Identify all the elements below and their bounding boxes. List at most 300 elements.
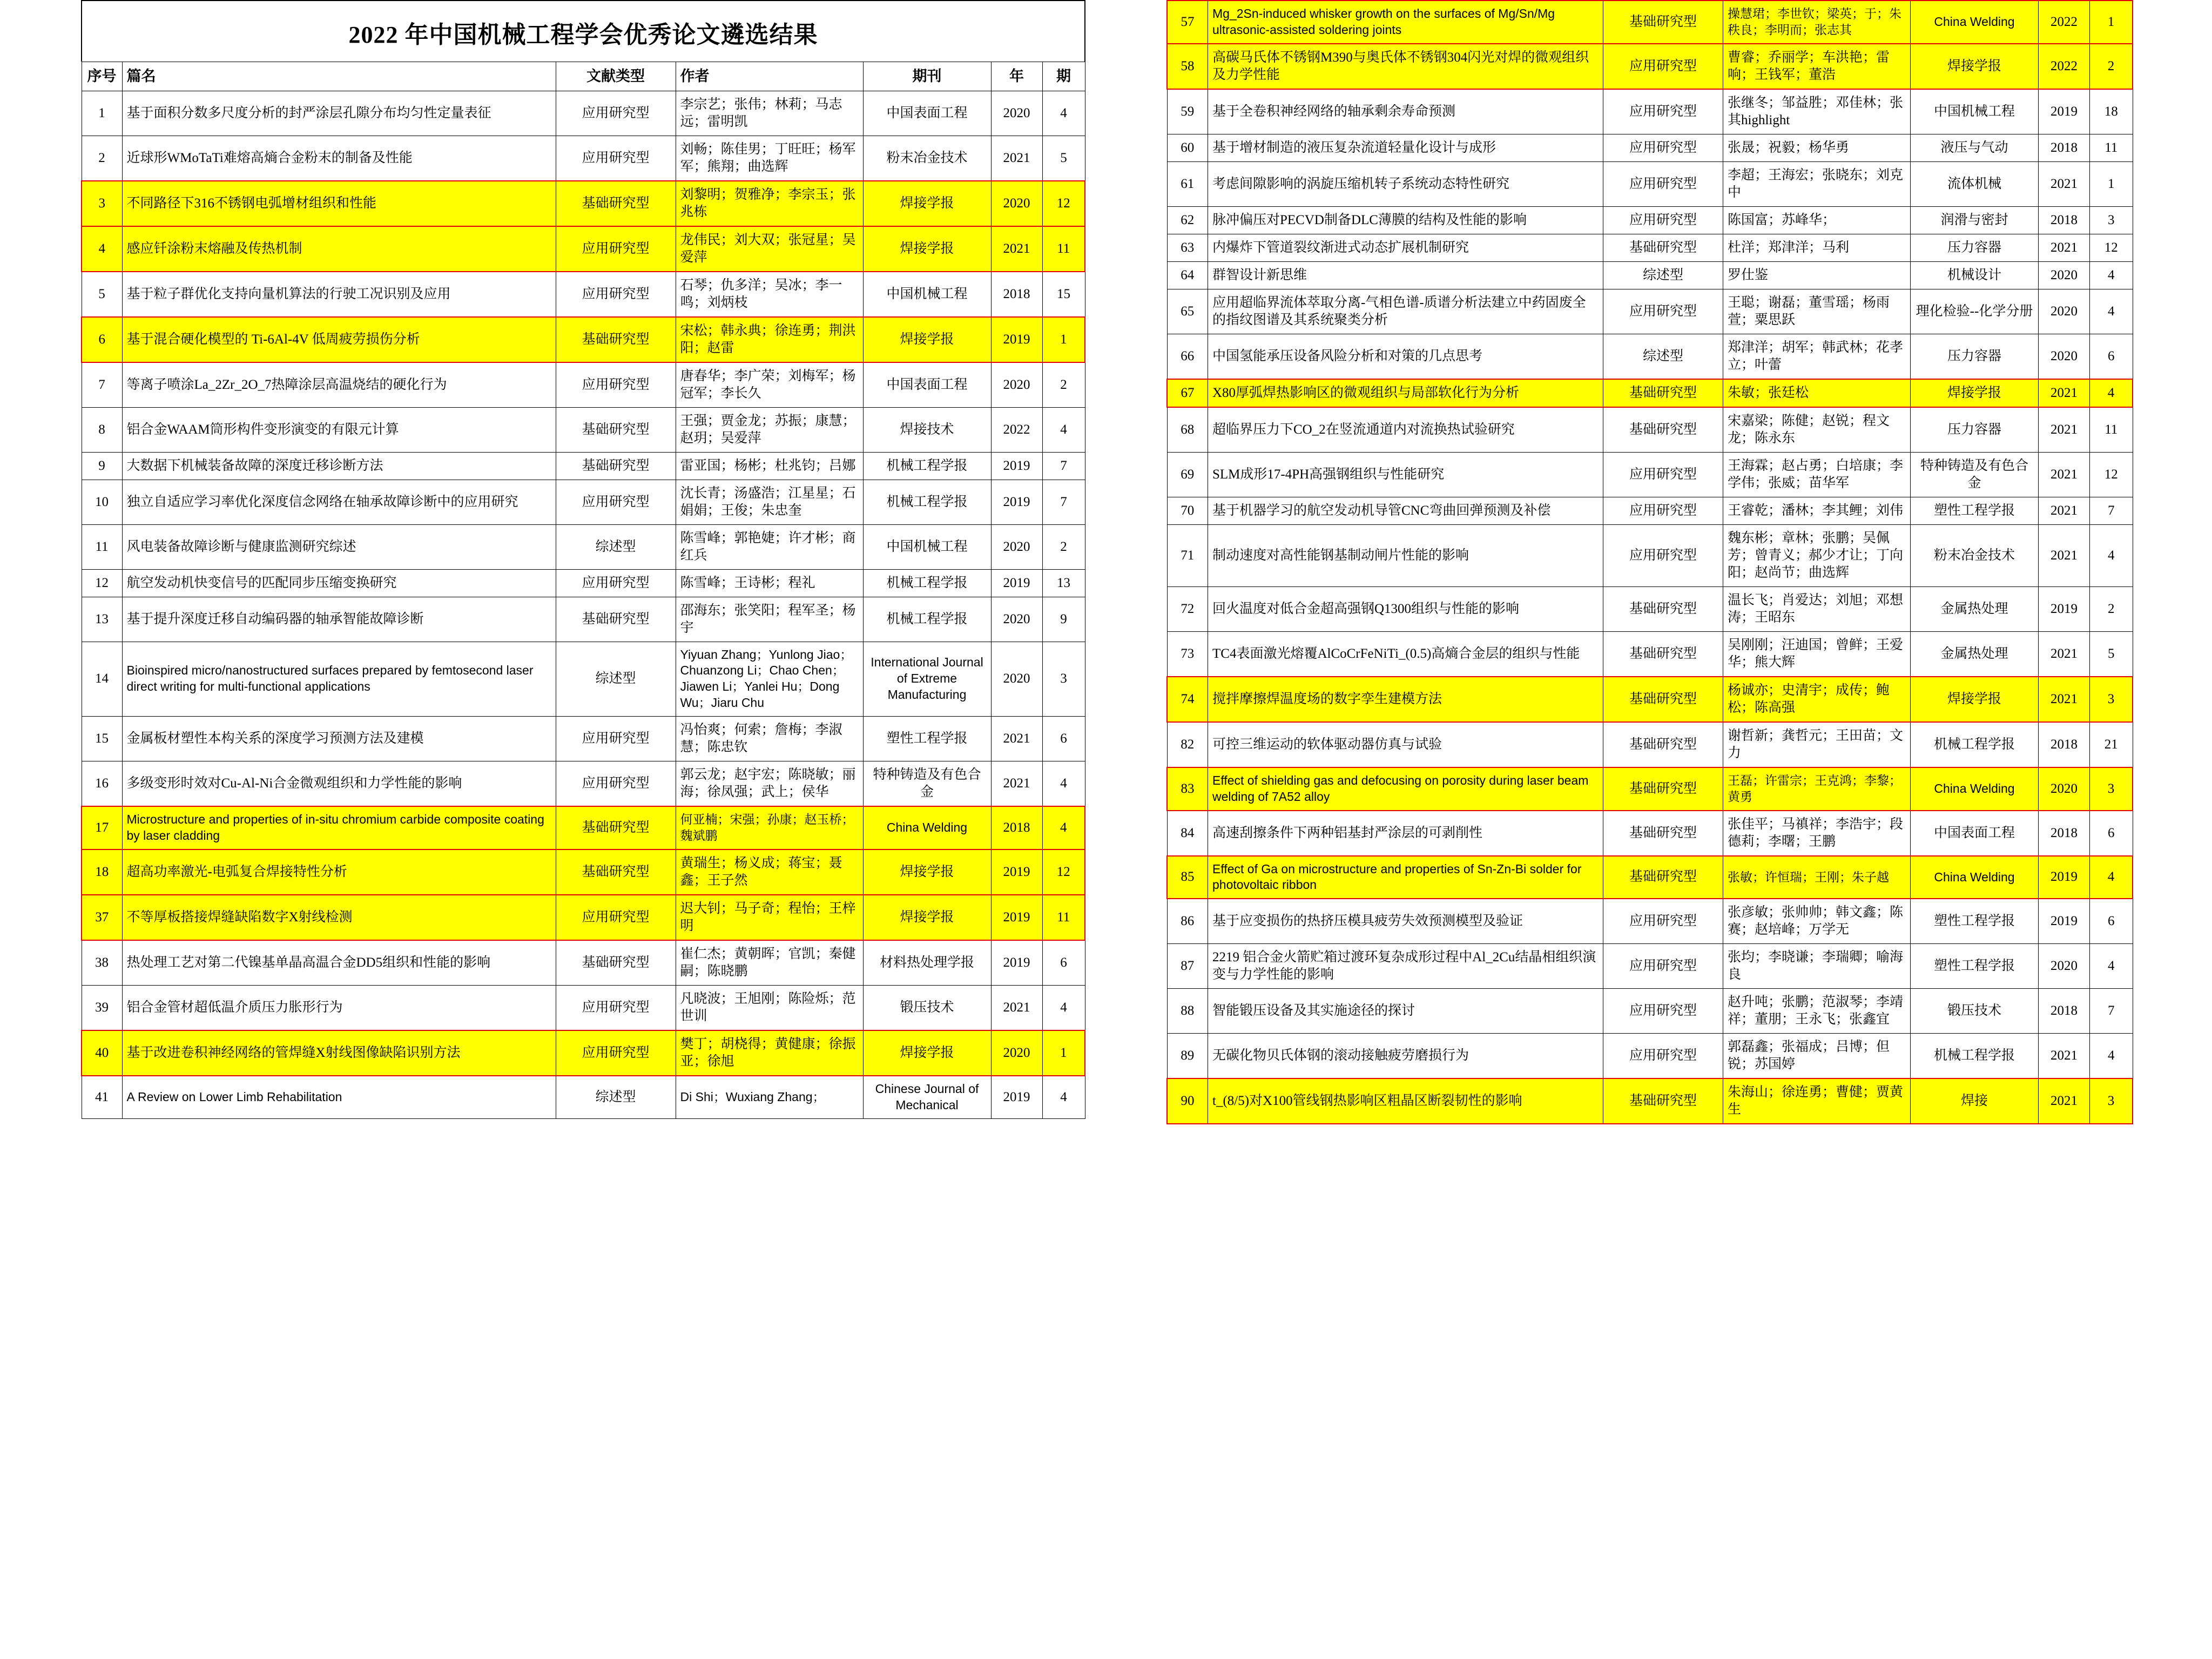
cell-doc-type: 综述型	[1603, 334, 1723, 379]
cell-issue: 13	[1042, 569, 1085, 597]
cell-journal: 焊接学报	[863, 895, 991, 940]
table-row	[82, 317, 1085, 362]
cell-year: 2021	[991, 136, 1042, 181]
cell-journal: China Welding	[1911, 1, 2039, 44]
table-row	[82, 1076, 1085, 1118]
cell-index: 73	[1167, 631, 1208, 677]
cell-paper-title: 基于面积分数多尺度分析的封严涂层孔隙分布均匀性定量表征	[122, 91, 556, 136]
cell-authors: 陈雪峰；王诗彬；程礼	[676, 569, 863, 597]
cell-issue: 3	[2090, 1078, 2133, 1124]
cell-authors: 朱敏；张廷松	[1723, 379, 1911, 407]
cell-authors: 张继冬；邹益胜；邓佳林；张其highlight	[1723, 89, 1911, 134]
cell-year: 2018	[991, 806, 1042, 849]
cell-authors: 宋嘉梁；陈健；赵锐；程文龙；陈永东	[1723, 407, 1911, 453]
cell-year: 2020	[991, 91, 1042, 136]
cell-index: 70	[1167, 497, 1208, 524]
cell-authors: 邵海东；张笑阳；程军圣；杨宇	[676, 597, 863, 642]
table-row	[1167, 944, 2133, 989]
cell-paper-title: 应用超临界流体萃取分离-气相色谱-质谱分析法建立中药固废全的指纹图谱及其系统聚类分析	[1208, 289, 1603, 334]
cell-issue: 4	[1042, 806, 1085, 849]
cell-paper-title: 基于混合硬化模型的 Ti-6Al-4V 低周疲劳损伤分析	[122, 317, 556, 362]
cell-issue: 18	[2090, 89, 2133, 134]
cell-authors: 杜洋；郑津洋；马利	[1723, 234, 1911, 261]
cell-doc-type: 基础研究型	[1603, 677, 1723, 722]
cell-index: 67	[1167, 379, 1208, 407]
cell-journal: 流体机械	[1911, 161, 2039, 206]
cell-year: 2021	[2039, 452, 2090, 497]
table-row	[82, 806, 1085, 849]
cell-authors: 赵升吨；张鹏；范淑琴；李靖祥；董朋；王永飞；张鑫宜	[1723, 989, 1911, 1034]
cell-authors: 王强；贾金龙；苏振；康慧；赵玥；吴爱萍	[676, 407, 863, 452]
cell-year: 2020	[2039, 767, 2090, 811]
cell-index: 11	[82, 524, 122, 569]
cell-journal: 焊接学报	[1911, 44, 2039, 89]
cell-index: 61	[1167, 161, 1208, 206]
cell-journal: 焊接学报	[1911, 677, 2039, 722]
cell-authors: 李宗艺；张伟；林莉；马志远；雷明凯	[676, 91, 863, 136]
cell-year: 2020	[2039, 289, 2090, 334]
cell-issue: 5	[1042, 136, 1085, 181]
table-row	[1167, 1034, 2133, 1079]
cell-journal: 压力容器	[1911, 407, 2039, 453]
cell-paper-title: 群智设计新思维	[1208, 261, 1603, 289]
cell-journal: 特种铸造及有色合金	[863, 761, 991, 807]
cell-year: 2020	[2039, 334, 2090, 379]
column-header-year: 年	[991, 62, 1042, 91]
column-header-title: 篇名	[122, 62, 556, 91]
cell-journal: 机械工程学报	[863, 597, 991, 642]
table-row	[1167, 631, 2133, 677]
cell-journal: 金属热处理	[1911, 631, 2039, 677]
cell-paper-title: 基于粒子群优化支持向量机算法的行驶工况识别及应用	[122, 272, 556, 317]
table-row	[82, 407, 1085, 452]
cell-doc-type: 基础研究型	[556, 597, 676, 642]
cell-journal: 机械工程学报	[863, 569, 991, 597]
cell-paper-title: 无碳化物贝氏体钢的滚动接触疲劳磨损行为	[1208, 1034, 1603, 1079]
page-title: 2022 年中国机械工程学会优秀论文遴选结果	[81, 0, 1085, 62]
cell-index: 6	[82, 317, 122, 362]
cell-index: 13	[82, 597, 122, 642]
table-row	[1167, 989, 2133, 1034]
table-row	[82, 226, 1085, 272]
cell-doc-type: 应用研究型	[556, 717, 676, 761]
cell-issue: 9	[1042, 597, 1085, 642]
left-table-body	[82, 91, 1085, 1118]
cell-year: 2021	[2039, 497, 2090, 524]
cell-doc-type: 基础研究型	[1603, 407, 1723, 453]
cell-paper-title: 不等厚板搭接焊缝缺陷数字X射线检测	[122, 895, 556, 940]
cell-index: 63	[1167, 234, 1208, 261]
cell-paper-title: 基于增材制造的液压复杂流道轻量化设计与成形	[1208, 134, 1603, 161]
column-header-journal: 期刊	[863, 62, 991, 91]
cell-doc-type: 应用研究型	[556, 761, 676, 807]
cell-doc-type: 应用研究型	[556, 136, 676, 181]
cell-issue: 7	[2090, 989, 2133, 1034]
cell-doc-type: 基础研究型	[1603, 722, 1723, 767]
cell-year: 2019	[2039, 89, 2090, 134]
table-row	[1167, 497, 2133, 524]
cell-authors: 罗仕鉴	[1723, 261, 1911, 289]
cell-year: 2018	[2039, 989, 2090, 1034]
cell-journal: 中国机械工程	[863, 524, 991, 569]
cell-issue: 7	[1042, 452, 1085, 480]
cell-issue: 3	[1042, 642, 1085, 717]
cell-year: 2021	[991, 761, 1042, 807]
cell-paper-title: Bioinspired micro/nanostructured surfaces prepared by femtosecond laser direct writing for multi-functional applications	[122, 642, 556, 717]
cell-doc-type: 应用研究型	[1603, 89, 1723, 134]
cell-journal: 焊接学报	[1911, 379, 2039, 407]
cell-journal: 机械工程学报	[1911, 1034, 2039, 1079]
cell-issue: 4	[2090, 856, 2133, 899]
cell-issue: 6	[1042, 940, 1085, 986]
cell-issue: 12	[2090, 234, 2133, 261]
table-row	[1167, 44, 2133, 89]
cell-paper-title: 智能锻压设备及其实施途径的探讨	[1208, 989, 1603, 1034]
cell-paper-title: 2219 铝合金火箭贮箱过渡环复杂成形过程中Al_2Cu结晶相组织演变与力学性能的影响	[1208, 944, 1603, 989]
cell-index: 85	[1167, 856, 1208, 899]
cell-authors: 唐春华；李广荣；刘梅军；杨冠军；李长久	[676, 362, 863, 408]
cell-journal: 中国机械工程	[863, 272, 991, 317]
cell-paper-title: SLM成形17-4PH高强钢组织与性能研究	[1208, 452, 1603, 497]
cell-journal: 焊接学报	[863, 1030, 991, 1076]
table-row	[82, 569, 1085, 597]
cell-journal: 机械工程学报	[863, 452, 991, 480]
cell-index: 4	[82, 226, 122, 272]
cell-journal: 粉末冶金技术	[1911, 524, 2039, 586]
cell-paper-title: 基于全卷积神经网络的轴承剩余寿命预测	[1208, 89, 1603, 134]
cell-authors: 石琴；仇多洋；吴冰；李一鸣；刘炳枝	[676, 272, 863, 317]
cell-issue: 6	[2090, 334, 2133, 379]
cell-journal: 压力容器	[1911, 234, 2039, 261]
table-row	[1167, 524, 2133, 586]
table-row	[1167, 722, 2133, 767]
cell-authors: 王磊；许雷宗；王克鸿；李黎；黄勇	[1723, 767, 1911, 811]
table-row	[82, 272, 1085, 317]
cell-index: 18	[82, 849, 122, 895]
cell-index: 86	[1167, 899, 1208, 944]
cell-authors: 吴刚刚；汪迪国；曾鲜；王爱华；熊大辉	[1723, 631, 1911, 677]
cell-year: 2021	[991, 985, 1042, 1030]
cell-doc-type: 基础研究型	[1603, 811, 1723, 856]
cell-index: 39	[82, 985, 122, 1030]
table-row	[1167, 334, 2133, 379]
right-table-body	[1167, 1, 2133, 1124]
cell-doc-type: 基础研究型	[1603, 586, 1723, 631]
cell-paper-title: 多级变形时效对Cu-Al-Ni合金微观组织和力学性能的影响	[122, 761, 556, 807]
cell-paper-title: 基于机器学习的航空发动机导管CNC弯曲回弹预测及补偿	[1208, 497, 1603, 524]
cell-authors: 迟大钊；马子奇；程怡；王梓明	[676, 895, 863, 940]
cell-doc-type: 基础研究型	[556, 452, 676, 480]
table-row	[82, 597, 1085, 642]
cell-authors: 张敏；许恒瑞；王刚；朱子越	[1723, 856, 1911, 899]
cell-doc-type: 应用研究型	[1603, 44, 1723, 89]
cell-journal: 液压与气动	[1911, 134, 2039, 161]
cell-index: 40	[82, 1030, 122, 1076]
table-header-row	[82, 62, 1085, 91]
cell-journal: 焊接技术	[863, 407, 991, 452]
cell-journal: China Welding	[863, 806, 991, 849]
table-row	[82, 362, 1085, 408]
cell-doc-type: 应用研究型	[556, 1030, 676, 1076]
cell-index: 83	[1167, 767, 1208, 811]
cell-journal: 塑性工程学报	[863, 717, 991, 761]
cell-paper-title: 不同路径下316不锈钢电弧增材组织和性能	[122, 181, 556, 226]
cell-authors: 陈雪峰；郭艳婕；许才彬；商红兵	[676, 524, 863, 569]
cell-issue: 4	[2090, 524, 2133, 586]
cell-authors: 雷亚国；杨彬；杜兆钧；吕娜	[676, 452, 863, 480]
cell-paper-title: TC4表面激光熔覆AlCoCrFeNiTi_(0.5)高熵合金层的组织与性能	[1208, 631, 1603, 677]
cell-issue: 2	[2090, 586, 2133, 631]
cell-issue: 1	[1042, 1030, 1085, 1076]
cell-issue: 4	[2090, 289, 2133, 334]
cell-doc-type: 应用研究型	[1603, 1034, 1723, 1079]
cell-year: 2019	[991, 849, 1042, 895]
cell-doc-type: 应用研究型	[1603, 497, 1723, 524]
cell-paper-title: 大数据下机械装备故障的深度迁移诊断方法	[122, 452, 556, 480]
column-header-index: 序号	[82, 62, 122, 91]
cell-issue: 3	[2090, 767, 2133, 811]
cell-journal: China Welding	[1911, 856, 2039, 899]
cell-doc-type: 综述型	[556, 642, 676, 717]
cell-authors: Di Shi；Wuxiang Zhang；	[676, 1076, 863, 1118]
cell-year: 2020	[2039, 944, 2090, 989]
cell-year: 2021	[2039, 234, 2090, 261]
cell-year: 2021	[2039, 524, 2090, 586]
cell-authors: 沈长青；汤盛浩；江星星；石娟娟；王俊；朱忠奎	[676, 480, 863, 524]
right-table-panel	[1166, 0, 2133, 1124]
cell-issue: 6	[2090, 811, 2133, 856]
cell-doc-type: 基础研究型	[556, 849, 676, 895]
cell-index: 10	[82, 480, 122, 524]
cell-index: 41	[82, 1076, 122, 1118]
cell-authors: 杨诚亦；史清宇；成传；鲍松；陈高强	[1723, 677, 1911, 722]
cell-doc-type: 应用研究型	[556, 895, 676, 940]
cell-doc-type: 基础研究型	[1603, 234, 1723, 261]
cell-index: 89	[1167, 1034, 1208, 1079]
table-row	[82, 940, 1085, 986]
cell-paper-title: 回火温度对低合金超高强钢Q1300组织与性能的影响	[1208, 586, 1603, 631]
cell-index: 69	[1167, 452, 1208, 497]
table-row	[1167, 899, 2133, 944]
cell-authors: Yiyuan Zhang；Yunlong Jiao；Chuanzong Li；Chao Chen；Jiawen Li；Yanlei Hu；Dong Wu；Jiaru Chu	[676, 642, 863, 717]
cell-issue: 11	[2090, 134, 2133, 161]
cell-doc-type: 基础研究型	[556, 806, 676, 849]
cell-year: 2020	[991, 524, 1042, 569]
cell-authors: 崔仁杰；黄朝晖；官凯；秦健嗣；陈晓鹏	[676, 940, 863, 986]
cell-year: 2019	[991, 480, 1042, 524]
cell-index: 72	[1167, 586, 1208, 631]
cell-authors: 宋松；韩永典；徐连勇；荆洪阳；赵雷	[676, 317, 863, 362]
table-row	[1167, 677, 2133, 722]
cell-index: 1	[82, 91, 122, 136]
cell-authors: 王睿乾；潘林；李其鲤；刘伟	[1723, 497, 1911, 524]
cell-year: 2021	[991, 226, 1042, 272]
cell-authors: 张均；李晓谦；李瑞卿；喻海良	[1723, 944, 1911, 989]
cell-issue: 4	[1042, 985, 1085, 1030]
cell-issue: 4	[1042, 1076, 1085, 1118]
cell-doc-type: 基础研究型	[1603, 767, 1723, 811]
table-row	[1167, 767, 2133, 811]
cell-doc-type: 综述型	[1603, 261, 1723, 289]
cell-index: 2	[82, 136, 122, 181]
cell-paper-title: 金属板材塑性本构关系的深度学习预测方法及建模	[122, 717, 556, 761]
cell-doc-type: 应用研究型	[556, 91, 676, 136]
cell-journal: 焊接学报	[863, 181, 991, 226]
cell-index: 9	[82, 452, 122, 480]
cell-year: 2021	[2039, 677, 2090, 722]
cell-year: 2019	[991, 452, 1042, 480]
table-row	[1167, 1, 2133, 44]
cell-authors: 龙伟民；刘大双；张冠星；吴爱萍	[676, 226, 863, 272]
cell-doc-type: 应用研究型	[1603, 944, 1723, 989]
cell-index: 82	[1167, 722, 1208, 767]
cell-year: 2018	[2039, 811, 2090, 856]
cell-journal: 中国表面工程	[1911, 811, 2039, 856]
cell-index: 14	[82, 642, 122, 717]
cell-year: 2021	[2039, 161, 2090, 206]
cell-doc-type: 应用研究型	[1603, 289, 1723, 334]
cell-authors: 温长飞；肖爱达；刘旭；邓想涛；王昭东	[1723, 586, 1911, 631]
cell-journal: 金属热处理	[1911, 586, 2039, 631]
cell-doc-type: 应用研究型	[1603, 989, 1723, 1034]
cell-issue: 1	[1042, 317, 1085, 362]
table-row	[82, 849, 1085, 895]
table-row	[82, 717, 1085, 761]
cell-doc-type: 应用研究型	[1603, 899, 1723, 944]
table-row	[82, 1030, 1085, 1076]
cell-year: 2019	[2039, 856, 2090, 899]
cell-doc-type: 基础研究型	[556, 317, 676, 362]
cell-index: 74	[1167, 677, 1208, 722]
cell-journal: 焊接学报	[863, 849, 991, 895]
cell-index: 60	[1167, 134, 1208, 161]
cell-authors: 曹睿；乔丽学；车洪艳；雷响；王钱军；董浩	[1723, 44, 1911, 89]
cell-doc-type: 基础研究型	[556, 181, 676, 226]
cell-authors: 操慧珺；李世钦；梁英；于；朱秩良；李明而；张志其	[1723, 1, 1911, 44]
cell-journal: 锻压技术	[1911, 989, 2039, 1034]
cell-issue: 4	[2090, 1034, 2133, 1079]
cell-paper-title: 高碳马氏体不锈钢M390与奥氏体不锈钢304闪光对焊的微观组织及力学性能	[1208, 44, 1603, 89]
cell-year: 2018	[2039, 722, 2090, 767]
cell-year: 2020	[991, 597, 1042, 642]
cell-journal: 塑性工程学报	[1911, 944, 2039, 989]
cell-year: 2021	[2039, 407, 2090, 453]
cell-paper-title: 基于提升深度迁移自动编码器的轴承智能故障诊断	[122, 597, 556, 642]
column-header-doc-type: 文献类型	[556, 62, 676, 91]
cell-journal: 中国机械工程	[1911, 89, 2039, 134]
cell-year: 2020	[2039, 261, 2090, 289]
cell-journal: 压力容器	[1911, 334, 2039, 379]
cell-authors: 张佳平；马禛祥；李浩宇；段德莉；李曙；王鹏	[1723, 811, 1911, 856]
cell-issue: 4	[2090, 944, 2133, 989]
cell-year: 2022	[2039, 1, 2090, 44]
cell-index: 62	[1167, 206, 1208, 234]
table-row	[82, 91, 1085, 136]
table-row	[82, 524, 1085, 569]
cell-paper-title: 风电装备故障诊断与健康监测研究综述	[122, 524, 556, 569]
cell-year: 2018	[2039, 206, 2090, 234]
cell-journal: 材料热处理学报	[863, 940, 991, 986]
cell-journal: 中国表面工程	[863, 91, 991, 136]
cell-issue: 1	[2090, 161, 2133, 206]
cell-paper-title: 感应钎涂粉末熔融及传热机制	[122, 226, 556, 272]
cell-doc-type: 应用研究型	[556, 480, 676, 524]
table-row	[82, 181, 1085, 226]
cell-doc-type: 应用研究型	[556, 226, 676, 272]
cell-year: 2020	[991, 1030, 1042, 1076]
column-header-issue: 期	[1042, 62, 1085, 91]
cell-index: 90	[1167, 1078, 1208, 1124]
cell-journal: 理化检验--化学分册	[1911, 289, 2039, 334]
cell-index: 17	[82, 806, 122, 849]
cell-journal: International Journal of Extreme Manufacturing	[863, 642, 991, 717]
cell-issue: 12	[2090, 452, 2133, 497]
cell-issue: 3	[2090, 677, 2133, 722]
cell-index: 38	[82, 940, 122, 986]
cell-paper-title: 考虑间隙影响的涡旋压缩机转子系统动态特性研究	[1208, 161, 1603, 206]
table-row	[1167, 234, 2133, 261]
cell-paper-title: 铝合金WAAM筒形构件变形演变的有限元计算	[122, 407, 556, 452]
cell-journal: 塑性工程学报	[1911, 497, 2039, 524]
cell-journal: 焊接学报	[863, 226, 991, 272]
cell-issue: 1	[2090, 1, 2133, 44]
left-results-table	[81, 62, 1085, 1119]
cell-year: 2018	[991, 272, 1042, 317]
cell-issue: 7	[1042, 480, 1085, 524]
cell-paper-title: 基于应变损伤的热挤压模具疲劳失效预测模型及验证	[1208, 899, 1603, 944]
cell-year: 2019	[2039, 899, 2090, 944]
cell-journal: 塑性工程学报	[1911, 899, 2039, 944]
cell-year: 2019	[991, 1076, 1042, 1118]
cell-authors: 凡晓波；王旭刚；陈险烁；范世训	[676, 985, 863, 1030]
cell-doc-type: 应用研究型	[556, 985, 676, 1030]
cell-authors: 李超；王海宏；张晓东；刘克中	[1723, 161, 1911, 206]
cell-authors: 黄瑞生；杨义成；蒋宝；聂鑫；王子然	[676, 849, 863, 895]
cell-journal: 润滑与密封	[1911, 206, 2039, 234]
cell-authors: 张彦敏；张帅帅；韩文鑫；陈赛；赵培峰；万学无	[1723, 899, 1911, 944]
cell-paper-title: A Review on Lower Limb Rehabilitation	[122, 1076, 556, 1118]
cell-year: 2019	[2039, 586, 2090, 631]
cell-doc-type: 综述型	[556, 524, 676, 569]
cell-doc-type: 应用研究型	[1603, 524, 1723, 586]
cell-index: 16	[82, 761, 122, 807]
cell-issue: 12	[1042, 849, 1085, 895]
cell-paper-title: 可控三维运动的软体驱动器仿真与试验	[1208, 722, 1603, 767]
table-row	[1167, 407, 2133, 453]
cell-year: 2019	[991, 940, 1042, 986]
cell-index: 71	[1167, 524, 1208, 586]
cell-year: 2021	[2039, 631, 2090, 677]
cell-journal: 焊接学报	[863, 317, 991, 362]
table-row	[1167, 1078, 2133, 1124]
cell-doc-type: 应用研究型	[1603, 206, 1723, 234]
cell-issue: 2	[2090, 44, 2133, 89]
table-row	[82, 895, 1085, 940]
cell-index: 37	[82, 895, 122, 940]
cell-authors: 魏东彬；章林；张鹏；吴佩芳；曾青义；郝少才让；丁向阳；赵尚节；曲选辉	[1723, 524, 1911, 586]
cell-journal: Chinese Journal of Mechanical	[863, 1076, 991, 1118]
cell-issue: 4	[1042, 407, 1085, 452]
cell-issue: 2	[1042, 524, 1085, 569]
cell-index: 12	[82, 569, 122, 597]
cell-index: 88	[1167, 989, 1208, 1034]
cell-year: 2021	[2039, 1034, 2090, 1079]
cell-paper-title: 超临界压力下CO_2在竖流通道内对流换热试验研究	[1208, 407, 1603, 453]
cell-year: 2022	[991, 407, 1042, 452]
table-row	[82, 452, 1085, 480]
cell-doc-type: 基础研究型	[1603, 631, 1723, 677]
cell-paper-title: 内爆炸下管道裂纹渐进式动态扩展机制研究	[1208, 234, 1603, 261]
